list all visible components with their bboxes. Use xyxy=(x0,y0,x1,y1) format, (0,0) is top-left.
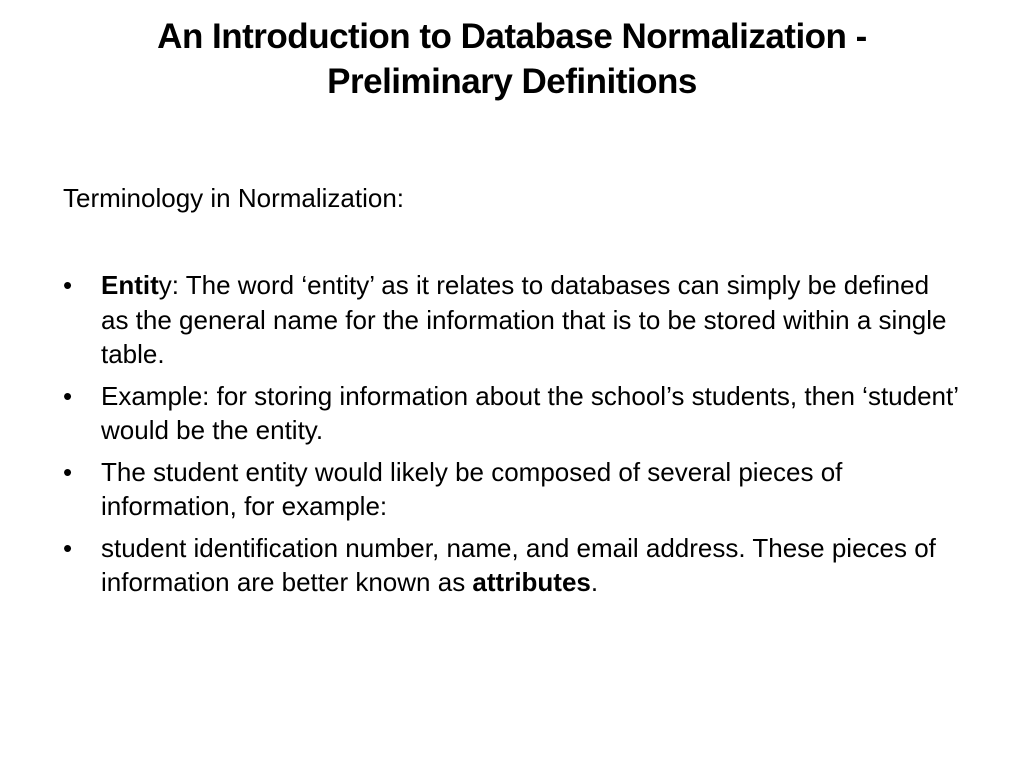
bullet-example xyxy=(63,379,963,448)
bullet-bold-lead: Entit xyxy=(101,270,159,300)
slide-title-line-1: An Introduction to Database Normalization - xyxy=(157,17,867,56)
bullet-list xyxy=(63,268,963,607)
bullet-attributes xyxy=(63,531,963,600)
slide-subtitle: Terminology in Normalization: xyxy=(63,183,405,213)
bullet-dot-icon xyxy=(63,455,83,490)
bullet-bold-tail: attributes xyxy=(472,567,591,597)
bullet-text: Example: for storing information about the school’s students, then ‘student’ would be the entity. xyxy=(101,380,959,445)
bullet-entity xyxy=(63,268,963,372)
bullet-dot-icon xyxy=(63,379,83,414)
bullet-student-entity xyxy=(63,455,963,524)
slide-title-line-2: Preliminary Definitions xyxy=(327,62,697,101)
bullet-text: The student entity would likely be composed of several pieces of information, for example: xyxy=(101,456,843,521)
bullet-text: y: The word ‘entity’ as it relates to databases can simply be defined as the general name for the information that is to be stored within a single table. xyxy=(101,270,947,369)
bullet-dot-icon xyxy=(63,531,83,566)
bullet-dot-icon xyxy=(63,268,83,303)
slide-title xyxy=(60,14,964,104)
bullet-text: student identification number, name, and email address. These pieces of information are better known as xyxy=(101,532,936,597)
bullet-tail-punct: . xyxy=(590,567,599,597)
